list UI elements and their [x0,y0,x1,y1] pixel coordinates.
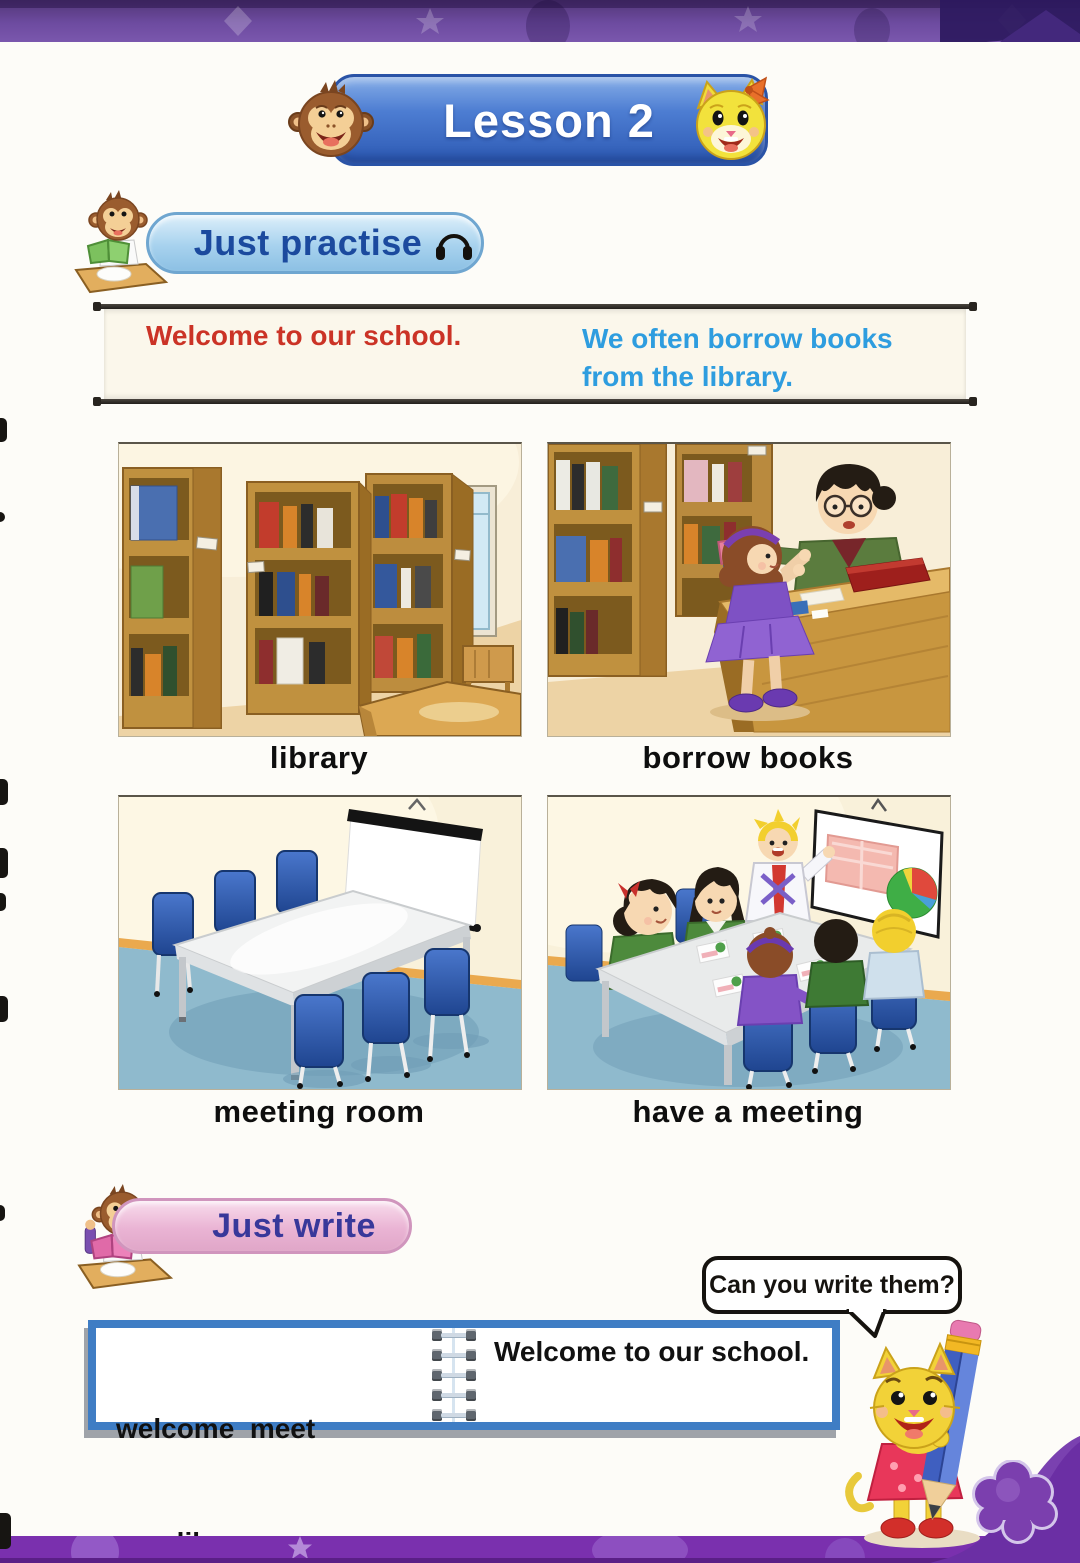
word-bank [116,1334,315,1563]
word-bank-line-1: welcome meet [116,1413,316,1444]
have-a-meeting-illustration [548,797,950,1089]
scroll-rod-top [97,304,973,309]
monkey-face-icon [288,80,374,166]
binding-mark [0,996,8,1022]
binding-mark [0,1205,5,1221]
binding-mark [0,1513,11,1549]
top-border-pattern [0,0,1080,42]
speech-bubble [702,1256,962,1314]
binding-mark [0,779,8,805]
dialogue-line-2: We often borrow books from the library. [582,323,893,392]
speech-bubble-text: Can you write them? [709,1270,955,1299]
chair [566,925,602,981]
library-illustration [119,444,521,736]
just-write-header [112,1198,412,1254]
binding-mark [0,418,7,442]
meeting-room-illustration [119,797,521,1089]
just-write-label: Just write [212,1206,376,1245]
bookshelf-middle [247,482,371,714]
bookshelf-left [548,444,666,676]
dialogue-scroll [104,304,966,404]
headphones-icon [434,224,474,262]
scroll-rod-bottom [97,399,973,404]
caption-borrow-books: borrow books [642,740,854,775]
lesson-title: Lesson 2 [443,93,655,147]
just-practise-header [146,212,484,274]
binding-mark [0,893,6,911]
card-meeting-room [118,795,522,1090]
caption-have-a-meeting: have a meeting [632,1094,864,1129]
cat-face-icon [688,76,774,162]
example-sentence: Welcome to our school. [494,1336,810,1367]
top-border-band [0,0,1080,42]
dialogue-line-1: Welcome to our school. [146,320,462,351]
caption-meeting-room: meeting room [213,1094,425,1129]
bookshelf-right [366,474,473,692]
spiral-binding [432,1328,476,1422]
card-have-a-meeting [547,795,951,1090]
binding-mark [0,848,8,878]
just-practise-label: Just practise [193,222,423,263]
caption-library: library [269,740,369,775]
bookshelf-left [123,468,221,728]
card-library [118,442,522,737]
writing-exercise-box [88,1320,840,1444]
binding-mark [0,512,5,522]
page-number-badge [966,1460,1060,1548]
card-borrow-books [547,442,951,737]
speech-bubble-tail [845,1309,893,1341]
borrow-books-illustration [548,444,950,736]
